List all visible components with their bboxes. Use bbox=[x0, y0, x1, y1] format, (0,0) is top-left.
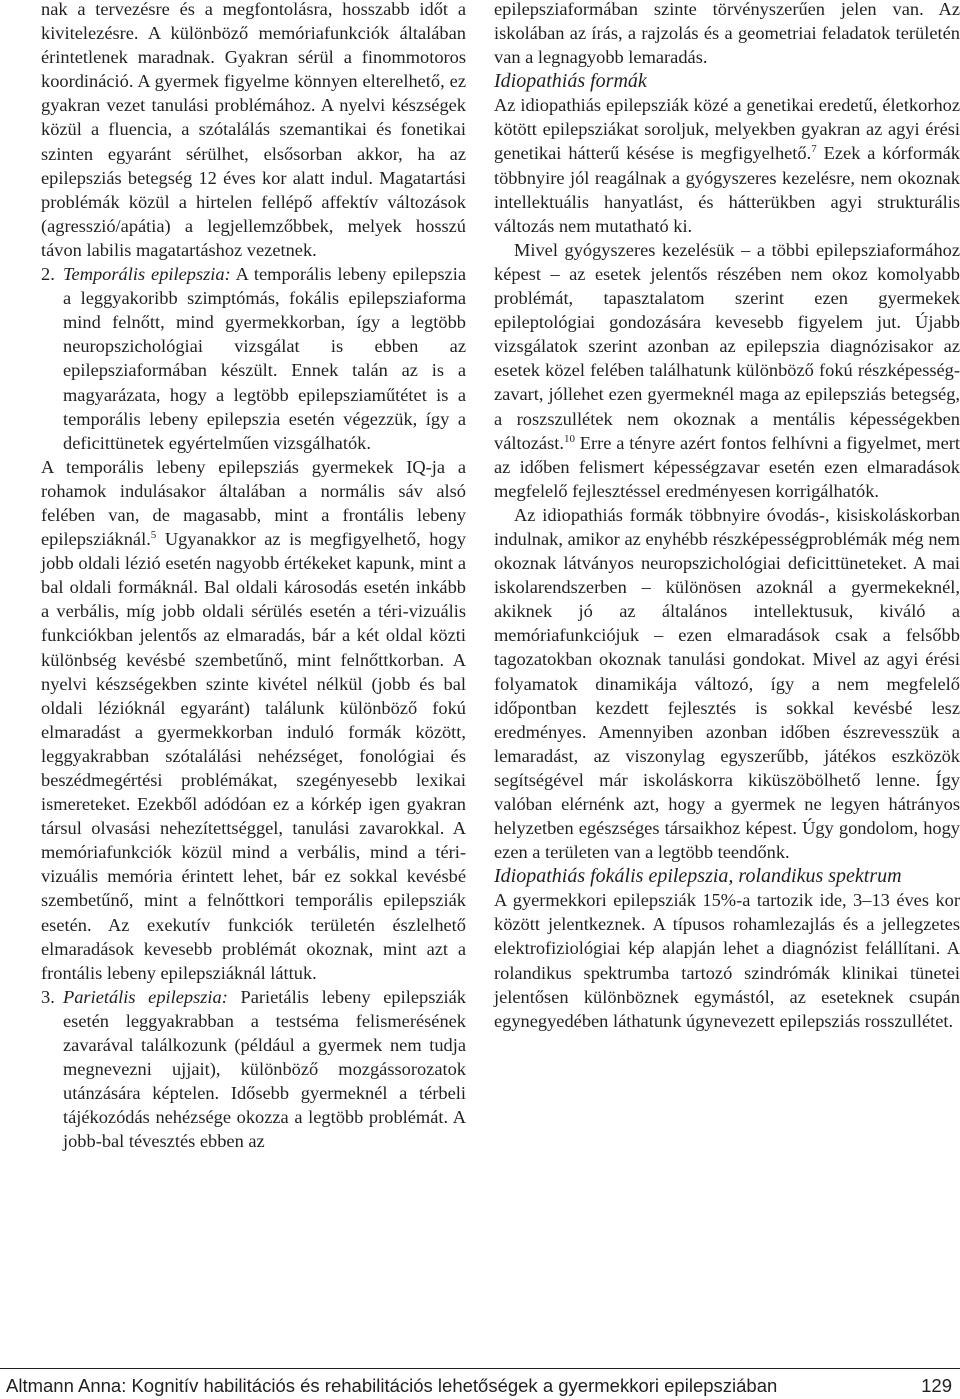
numbered-item-temporal bbox=[41, 262, 466, 455]
paragraph-continued: nak a tervezésre és a megfontolásra, hosszabb időt a kivitelezésre. A különböző memóriafunkciók általában érintetlenek maradnak. Gyakran sérül a finommotoros koordináció. A gyermek figyelme könnyen elterelhető, ez gyakran vezet tanulási problémához. A nyelvi készségek közül a fluencia, a szótalálás szemantikai és fonetikai szinten egyaránt sérülhet, elsősorban akkor, ha az epilepsziás betegség 12 éves kor alatt indul. Magatartási problémák közül a hirtelen fellépő affektív változások (agresszió/apátia) a legjellemzőbbek, melyek hosszú távon labilis magatartáshoz vezetnek. bbox=[41, 0, 466, 260]
item-text: Parietális lebeny epilepsziák esetén leggyakrabban a testséma felismerésének zavarával találkozunk (például a gyermek nem tudja megnevezni ujjait), különböző mozgássorozatok utánzására képtelen. Idősebb gyermeknél a térbeli tájékozódás nehézsége okozza a legtöbb problémát. A jobb-bal tévesztés ebben az bbox=[63, 986, 466, 1152]
footnote-ref: 10 bbox=[563, 432, 575, 445]
right-column bbox=[494, 0, 960, 1033]
paragraph-text: Ugyanakkor az is megfigyelhető, hogy jobb oldali lézió esetén nagyobb értékeket kapunk, mint a bal oldali formáknál. Bal oldali károsodás esetén inkább a verbális, míg jobb oldali sérülés esetén a téri-vizuális funkciókban jelentős az elmaradás, bár a két oldal közti különbség kevésbé szembetűnő, mint felnőttkorban. A nyelvi készségekben szinte kivétel nélkül (jobb és bal oldali lézióknál egyaránt) találunk különböző fokú elmaradást a gyermekkorban induló formák között, leggyakrabban szótalálási nehézséget, fonológiai és beszédmegértési problémákat, szegényesebb lexikai ismereteket. Ezekből adódóan ez a kórkép igen gyakran társul olvasási nehezítettséggel, tanulási zavarokkal. A memóriafunkciók közül mind a verbális, mind a téri-vizuális memória érintett lehet, bár ez sokkal kevésbé szembetűnő, mint a felnőttkori temporális epilepsziák esetén. Az exekutív funkciók területén észlelhető elmaradások kevesebb problémát okoznak, mint azt a frontális lebeny epilepsziáknál láttuk. bbox=[41, 529, 466, 983]
paragraph-text: Mivel gyógyszeres kezelésük – a többi epilepsziaformához képest – az esetek jelentős részében nem okoz komolyabb problémát, tapasztalatom szerint ezen gyermekek epileptológiai gondozására kevesebb figyelem jut. Újabb vizsgálatok szerint azonban az epilepszia diagnózisakor az esetek közel felében találhatunk különböző fokú részképesség-zavart, jóllehet ezen gyermeknél maga az epilepsziás betegség, a roszszullétek nem okoznak a mentális képességekben változást. bbox=[494, 239, 960, 453]
left-column bbox=[41, 0, 466, 1154]
paragraph-idiopathic bbox=[494, 93, 960, 238]
page-number: 129 bbox=[921, 1375, 952, 1396]
paragraph-text: Ezek a kórformák többnyire jól reagálnak a gyógyszeres kezelésre, nem okoznak intellektuális hanyatlást, és hátterükben agyi strukturális változás nem mutatható ki. bbox=[494, 143, 960, 236]
paragraph-text: Erre a tényre azért fontos felhívni a figyelmet, mert az időben felismert képességzavar esetén ezen elmaradások megfelelő fejlesztéssel eredményesen korrigálhatók. bbox=[494, 432, 960, 501]
item-term: Temporális epilepszia: bbox=[63, 264, 231, 285]
numbered-item-parietal bbox=[41, 985, 466, 1154]
footer-divider bbox=[0, 1368, 960, 1369]
running-title: Altmann Anna: Kognitív habilitációs és rehabilitációs lehetőségek a gyermekkori epilepsziában bbox=[6, 1375, 778, 1396]
section-heading: Idiopathiás fokális epilepszia, rolandikus spektrum bbox=[494, 865, 902, 888]
item-text: A temporális lebeny epilepszia a leggyakoribb szimptómás, fokális epilepsziaforma mind felnőtt, mind gyermekkorban, így a legtöbb neuropszichológiai vizsgálat is ebben az epilepsziaformában készült. Ennek talán az is a magyarázata, hogy a legtöbb epilepsziaműtétet is a temporális lebeny epilepszia esetén végezzük, így a deficittünetek egyértelműen vizsgálhatók. bbox=[63, 264, 466, 453]
paragraph-continued: epilepsziaformában szinte törvényszerűen jelen van. Az iskolában az írás, a rajzolás és a geometriai feladatok területén van a legnagyobb lemaradás. bbox=[494, 0, 960, 68]
footnote-ref: 7 bbox=[811, 143, 817, 156]
paragraph-text: Az idiopathiás epilepsziák közé a genetikai eredetű, életkorhoz kötött epilepsziákat soroljuk, melyekben gyakran az agyi érési genetikai hátterű késése is megfigyelhető. bbox=[494, 95, 960, 164]
footnote-ref: 5 bbox=[150, 529, 157, 542]
section-heading: Idiopathiás formák bbox=[494, 70, 647, 93]
paragraph-treatment bbox=[494, 238, 960, 503]
item-number: 3. bbox=[41, 986, 55, 1007]
item-term: Parietális epilepszia: bbox=[63, 986, 228, 1007]
item-number: 2. bbox=[41, 264, 55, 285]
paragraph-school-age: Az idiopathiás formák többnyire óvodás-, kisiskoláskorban indulnak, amikor az enyhébb részképességproblémák még nem okoznak látványos neuropszichológiai deficittüneteket. A mai iskolarendszerben – különösen azoknál a gyermekeknél, akiknek jó az általános intellektusuk, kiváló a memóriafunkciójuk – ezen elmaradások csak a felsőbb tagozatokban okoznak tanulási gondokat. Mivel az agyi érési folyamatok dinamikája változó, így a nem megfelelő időpontban kezdett fejlesztés is sokkal kevésbé lesz eredményes. Amennyiben azonban időben észrevesszük a lemaradást, az viszonylag egyszerűbb, játékos eszközök segítségével már iskoláskorra kiküszöbölhető lenne. Így valóban elérnénk azt, hogy a gyermek ne legyen hátrányos helyzetben egészséges társaikhoz képest. Úgy gondolom, hogy ezen a területen van a legtöbb teendőnk. bbox=[494, 504, 960, 863]
paragraph-temporal-iq bbox=[41, 455, 466, 985]
paragraph-text: A temporális lebeny epilepsziás gyermekek IQ-ja a rohamok indulásakor általában a normális sáv alsó felében van, de magasabb, mint a frontális lebeny epilepsziáknál. bbox=[41, 456, 466, 550]
paragraph-rolandic: A gyermekkori epilepsziák 15%-a tartozik ide, 3–13 éves kor között jelentkeznek. A típusos rohamlezajlás és a jellegzetes elektrofiziológiai kép alapján lehet a diagnózist felállítani. A rolandikus spektrumba tartozó szindrómák klinikai tünetei jelentősen különböznek egymástól, az eseteknek csupán egynegyedében láthatunk úgynevezett epilepsziás rosszullétet. bbox=[494, 890, 960, 1031]
